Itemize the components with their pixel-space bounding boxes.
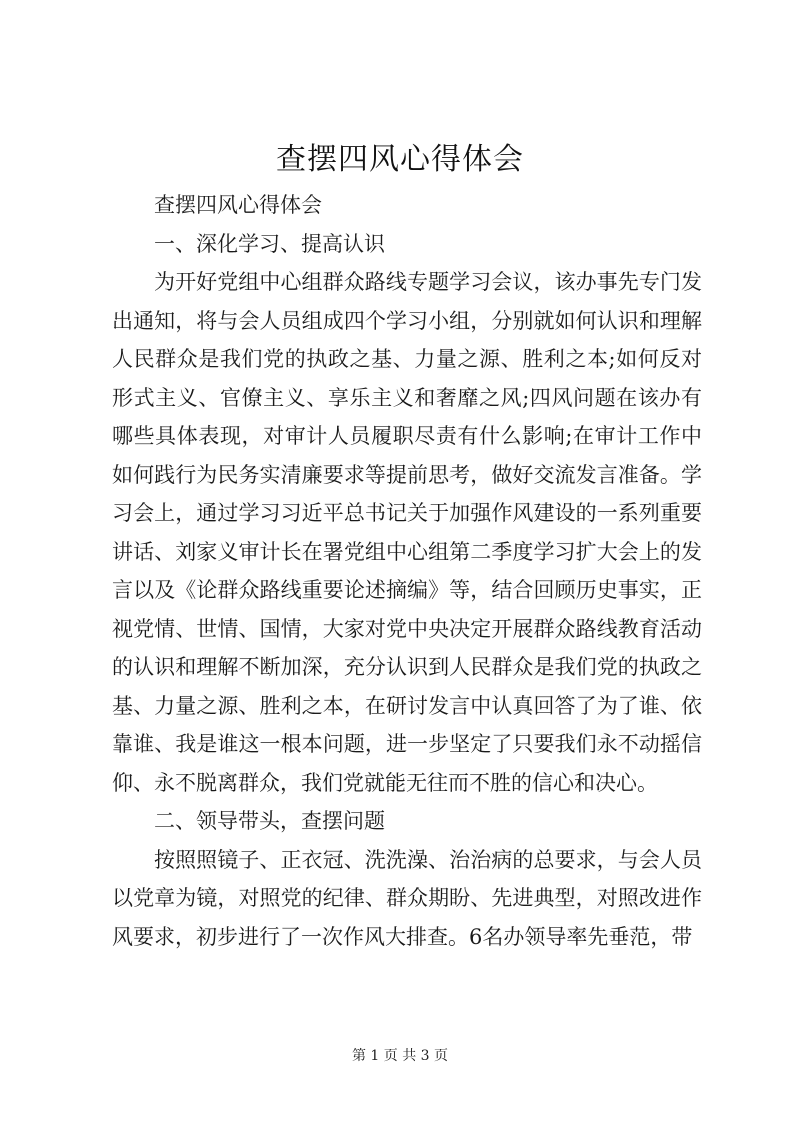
page-number-footer: 第 1 页 共 3 页 (351, 1048, 449, 1064)
body-paragraph-1: 为开好党组中心组群众路线专题学习会议，该办事先专门发出通知，将与会人员组成四个学习小组，分别就如何认识和理解人民群众是我们党的执政之基、力量之源、胜利之本;如何反对形式主义、官僚主义、享乐主义和奢靡之风;四风问题在该办有哪些具体表现，对审计人员履职尽责有什么影响;在审计工作中如何践行为民务实清廉要求等提前思考，做好交流发言准备。学习会上，通过学习习近平总书记关于加强作风建设的一系列重要讲话、刘家义审计长在署党组中心组第二季度学习扩大会上的发言以及《论群众路线重要论述摘编》等，结合回顾历史事实，正视党情、世情、国情，大家对党中央决定开展群众路线教育活动的认识和理解不断加深，充分认识到人民群众是我们党的执政之基、力量之源、胜利之本，在研讨发言中认真回答了为了谁、依靠谁、我是谁这一根本问题，进一步坚定了只要我们永不动摇信仰、永不脱离群众，我们党就能无往而不胜的信心和决心。 (112, 270, 702, 795)
document-body (112, 186, 702, 956)
body-paragraph-2: 按照照镜子、正衣冠、洗洗澡、治治病的总要求，与会人员以党章为镜，对照党的纪律、群众期盼、先进典型，对照改进作风要求，初步进行了一次作风大排查。6名办领导率先垂范，带 (112, 847, 702, 949)
subtitle-paragraph: 查摆四风心得体会 (154, 193, 322, 217)
section-heading-2: 二、领导带头，查摆问题 (154, 809, 385, 833)
page-title: 查摆四风心得体会 (276, 142, 524, 177)
section-heading-1: 一、深化学习、提高认识 (154, 231, 385, 256)
